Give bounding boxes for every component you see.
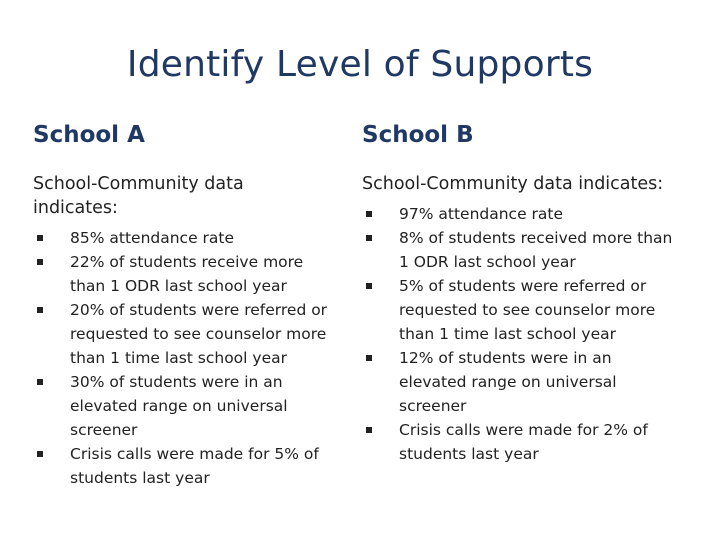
square-bullet-icon [366, 235, 372, 241]
bullet-text: 22% of students receive more than 1 ODR last school year [70, 253, 304, 295]
bullet-text: 30% of students were in an elevated range on universal screener [70, 373, 288, 439]
bullet-text: Crisis calls were made for 2% of students last year [399, 421, 648, 463]
school-a-bullet-item [33, 298, 333, 370]
square-bullet-icon [366, 283, 372, 289]
school-a-bullet-item [33, 250, 333, 298]
school-a-bullet-item [33, 226, 333, 250]
school-b-bullet-item [362, 202, 677, 226]
school-b-bullet-item [362, 226, 677, 274]
bullet-text: 85% attendance rate [70, 229, 235, 247]
school-a-bullet-item [33, 442, 333, 490]
bullet-text: 8% of students received more than 1 ODR last school year [399, 229, 673, 271]
school-a-intro: School-Community data indicates: [33, 174, 244, 218]
school-b-bullet-item [362, 346, 677, 418]
square-bullet-icon [366, 427, 372, 433]
school-b-bullet-item [362, 418, 677, 466]
square-bullet-icon [37, 379, 43, 385]
school-b-intro: School-Community data indicates: [362, 174, 664, 194]
school-b-heading: School B [362, 122, 474, 148]
school-a-heading: School A [33, 122, 145, 148]
school-a-column [33, 118, 333, 490]
school-a-bullet-list [33, 226, 333, 490]
bullet-text: Crisis calls were made for 5% of students last year [70, 445, 319, 487]
bullet-text: 12% of students were in an elevated range on universal screener [399, 349, 617, 415]
school-b-bullet-list [362, 202, 677, 466]
square-bullet-icon [37, 307, 43, 313]
square-bullet-icon [366, 211, 372, 217]
school-b-bullet-item [362, 274, 677, 346]
school-b-column [362, 118, 677, 466]
bullet-text: 97% attendance rate [399, 205, 564, 223]
square-bullet-icon [37, 259, 43, 265]
square-bullet-icon [37, 235, 43, 241]
bullet-text: 5% of students were referred or requested to see counselor more than 1 time last school year [399, 277, 656, 343]
square-bullet-icon [366, 355, 372, 361]
bullet-text: 20% of students were referred or requested to see counselor more than 1 time last school year [70, 301, 328, 367]
square-bullet-icon [37, 451, 43, 457]
school-a-bullet-item [33, 370, 333, 442]
slide-title: Identify Level of Supports [126, 44, 594, 85]
